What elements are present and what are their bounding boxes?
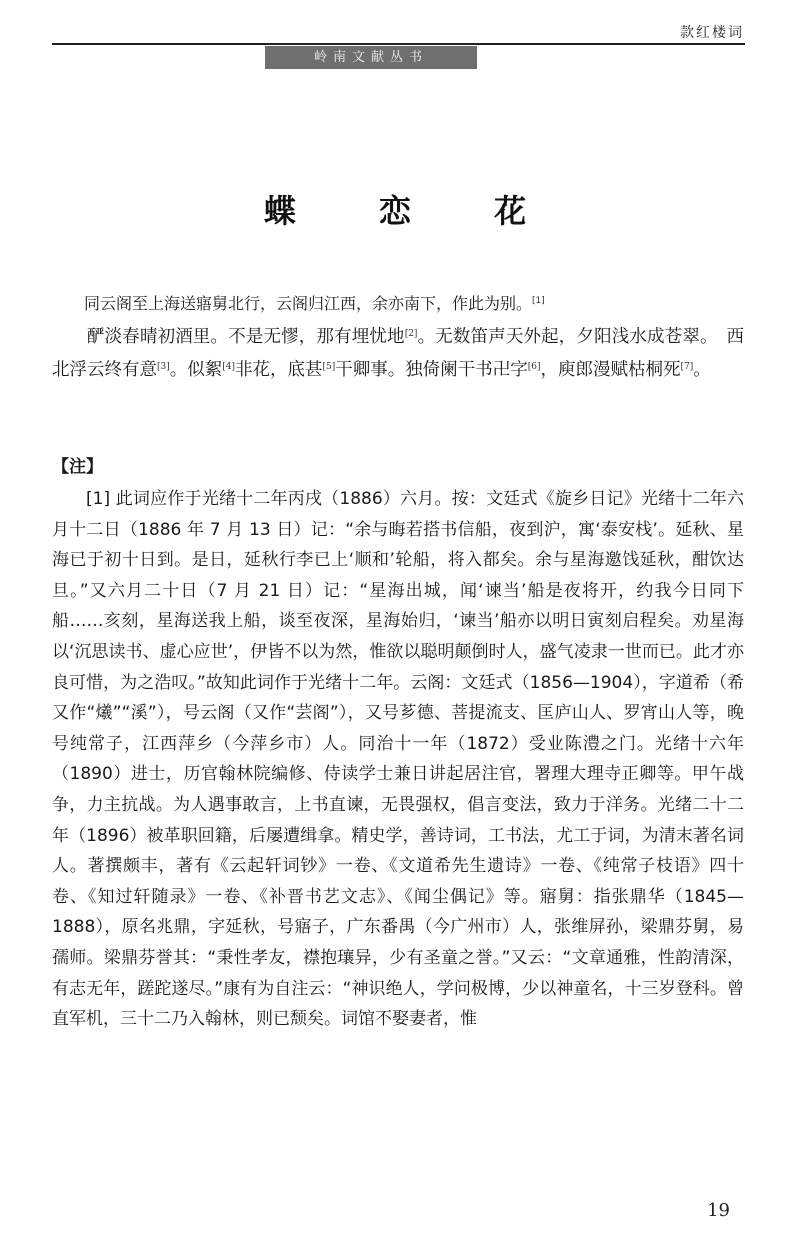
poem-text-run: ，庾郎漫赋枯桐死	[540, 360, 681, 380]
poem-text-run: 。无数笛声天外起，夕阳浅水成苍翠。 西北浮云终有意	[52, 326, 745, 380]
note-marker: [5]	[322, 362, 336, 372]
page-number: 19	[707, 1200, 730, 1221]
note-marker: [2]	[404, 328, 418, 339]
note-marker: [6]	[527, 362, 541, 372]
poem-preface	[52, 287, 744, 321]
poem-body	[52, 321, 744, 388]
preface-note-marker: [1]	[532, 296, 545, 306]
note-marker: [3]	[157, 362, 170, 372]
poem-text-run: 。似絮	[169, 360, 223, 380]
notes-heading: 【注】	[52, 457, 103, 477]
poem-text-run: 酽淡春晴初酒里。不是无憀，那有埋忧地	[87, 326, 405, 347]
poem-preface-text: 同云阁至上海送寤舅北行，云阁归江西，余亦南下，作此为别。	[84, 294, 533, 313]
running-head-title: 款红楼词	[680, 25, 744, 41]
poem-text-run: 。	[693, 360, 711, 380]
poem-text-run: 非花，底甚	[235, 360, 323, 380]
note-paragraph: [1] 此词应作于光绪十二年丙戌（1886）六月。按：文廷式《旋乡日记》光绪十二年六月十二日（1886 年 7 月 13 日）记：“余与晦若搭书信船，夜到沪，寓‘泰安栈’。延秋、星海已于初十日到。是日，延秋行李已上‘顺和’轮船，将入都矣。余与星海邀饯延秋，酣饮达旦。”又六月二十日（7 月 21 日）记：“星海出城，闻‘谏当’船是夜将开，约我今日同下船……亥刻，星海送我上船，谈至夜深，星海始归，‘谏当’船亦以明日寅刻启程矣。劝星海以‘沉思读书、虚心应世’，伊皆不以为然，惟欲以聪明颠倒时人，盛气凌隶一世而已。此才亦良可惜，为之浩叹。”故知此词作于光绪十二年。云阁：文廷式（1856—1904），字道希（希又作“爔”“溪”），号云阁（又作“芸阁”），又号芗德、菩提流支、匡庐山人、罗宵山人等，晚号纯常子，江西萍乡（今萍乡市）人。同治十一年（1872）受业陈澧之门。光绪十六年（1890）进士，历官翰林院编修、侍读学士兼日讲起居注官，署理大理寺正卿等。甲午战争，力主抗战。为人遇事敢言，上书直谏，无畏强权，倡言变法，致力于洋务。光绪二十二年（1896）被革职回籍，后屡遭缉拿。精史学，善诗词，工书法，尤工于词，为清末著名词人。著撰颇丰，著有《云起轩词钞》一卷、《文道希先生遗诗》一卷、《纯常子枝语》四十卷、《知过轩随录》一卷、《补晋书艺文志》、《闻尘偶记》等。寤舅：指张鼎华（1845—1888），原名兆鼎，字延秋，号寤子，广东番禺（今广州市）人，张维屏孙，梁鼎芬舅，易孺师。梁鼎芬誉其：“秉性孝友，襟抱瓖异，少有圣童之誉。”又云：“文章通雅，性韵清深，有志无年，蹉跎遂尽。”康有为自注云：“神识绝人，学问极博，少以神童名，十三岁登科。曾直军机，三十二乃入翰林，则已颓矣。词馆不娶妻者，惟	[52, 489, 744, 1030]
header-rule	[52, 43, 745, 45]
poem-text-run: 干卿事。独倚阑干书卍字	[335, 360, 528, 380]
notes-body	[52, 484, 744, 1035]
series-banner: 岭南文献丛书	[265, 46, 477, 69]
poem-title: 蝶 恋 花	[263, 192, 563, 230]
note-marker: [4]	[222, 362, 235, 372]
poem-block	[52, 287, 744, 388]
note-marker: [7]	[680, 362, 694, 372]
